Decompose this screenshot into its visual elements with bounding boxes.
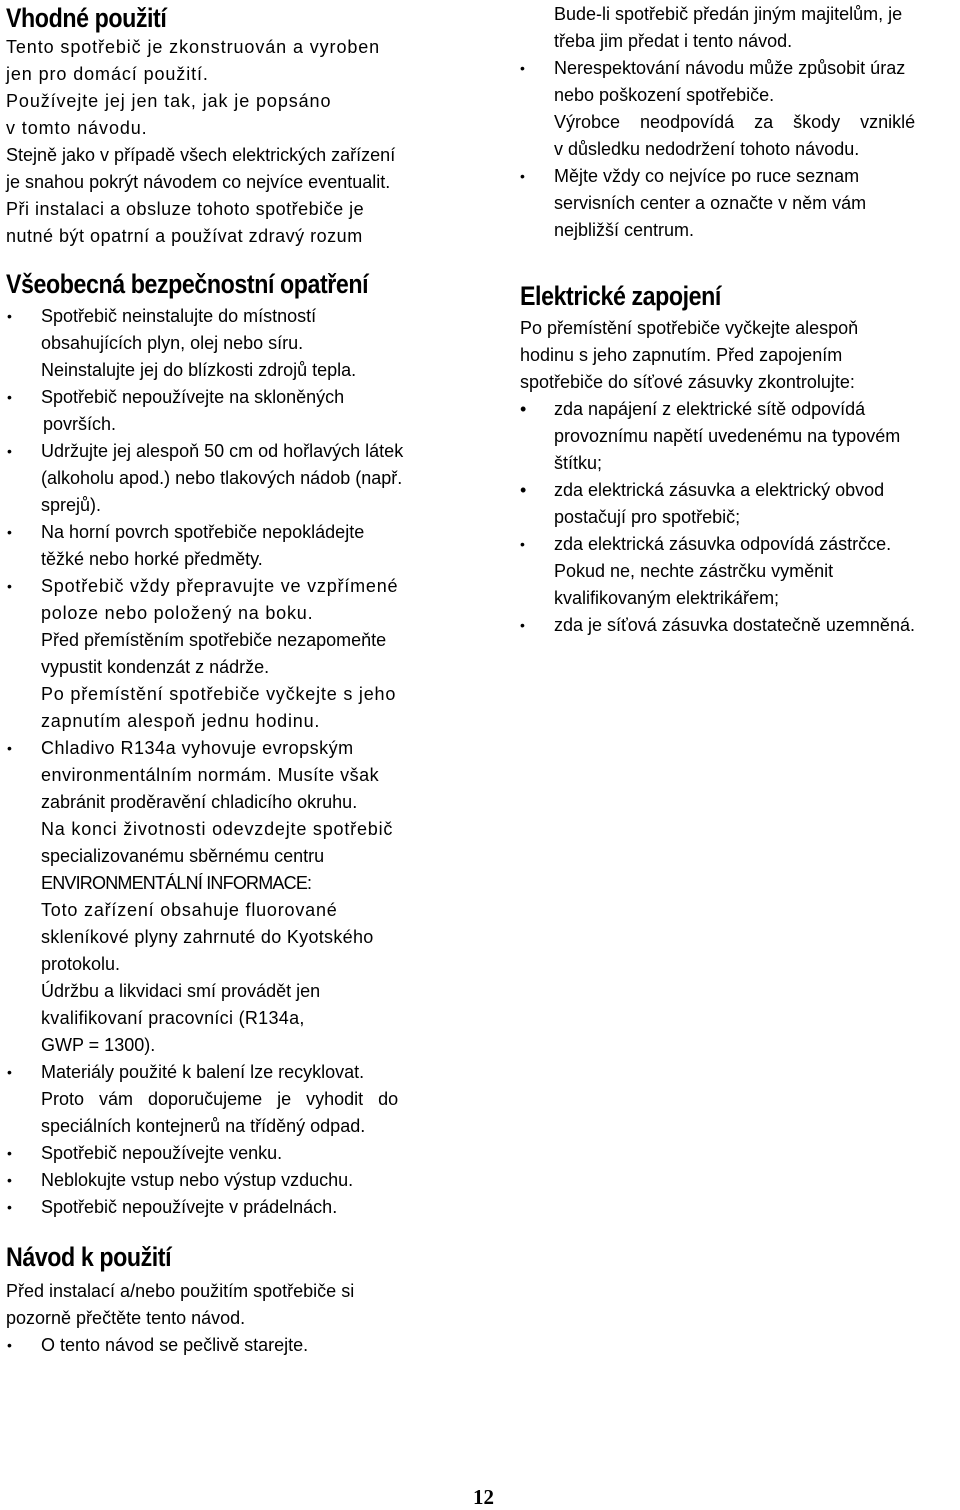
list-item: • Neblokujte vstup nebo výstup vzduchu.	[6, 1167, 456, 1194]
list-item: • Na horní povrch spotřebiče nepokládejte	[6, 519, 456, 546]
list-item: kvalifikovaní pracovníci (R134a,	[41, 1008, 305, 1028]
left-column	[6, 0, 456, 1359]
list-item: Údržbu a likvidaci smí provádět jen	[41, 981, 321, 1001]
paragraph-line: je snahou pokrýt návodem co nejvíce eventualit.	[6, 172, 391, 192]
safety-section	[6, 266, 456, 1221]
list-item: • zda elektrická zásuvka odpovídá zástrčce.	[520, 531, 960, 558]
list-item: kvalifikovaným elektrikářem;	[554, 588, 780, 608]
list-item: • Mějte vždy co nejvíce po ruce seznam	[520, 163, 960, 190]
list-item: Neinstalujte jej do blízkosti zdrojů tepla.	[41, 360, 357, 380]
list-item: specializovanému sběrnému centru	[41, 846, 325, 866]
safety-title: Všeobecná bezpečnostní opatření	[6, 269, 369, 299]
list-item: nebo poškození spotřebiče.	[554, 85, 775, 105]
list-item: • Spotřebič vždy přepravujte ve vzpřímené	[6, 573, 456, 600]
list-item: sprejů).	[41, 495, 102, 515]
electrical-checklist	[520, 396, 960, 639]
instructions-section	[6, 1237, 456, 1359]
list-item: Výrobce neodpovídá za škody vzniklé	[554, 112, 916, 132]
list-item: třeba jim předat i tento návod.	[554, 31, 793, 51]
list-item: těžké nebo horké předměty.	[41, 549, 263, 569]
safety-list	[6, 303, 456, 1221]
list-item: Proto vám doporučujeme je vyhodit do	[41, 1089, 399, 1109]
list-item: Bude-li spotřebič předán jiným majitelům, je	[554, 4, 903, 24]
list-item: servisních center a označte v něm vám	[554, 193, 867, 213]
list-item: GWP = 1300).	[41, 1035, 156, 1055]
paragraph-line: jen pro domácí použití.	[6, 64, 209, 84]
paragraph-line: Stejně jako v případě všech elektrických zařízení	[6, 145, 396, 165]
list-item: • zda napájení z elektrické sítě odpovídá	[520, 396, 960, 423]
page-number: 12	[473, 1485, 494, 1509]
list-item: Po přemístění spotřebiče vyčkejte s jeho	[41, 684, 397, 704]
paragraph-line: v tomto návodu.	[6, 118, 148, 138]
list-item: nejbližší centrum.	[554, 220, 695, 240]
list-item: • Chladivo R134a vyhovuje evropským	[6, 735, 456, 762]
list-item: • Spotřebič nepoužívejte v prádelnách.	[6, 1194, 456, 1221]
right-column	[520, 0, 960, 639]
list-item: • Nerespektování návodu může způsobit úraz	[520, 55, 960, 82]
list-item: • Spotřebič nepoužívejte na skloněných	[6, 384, 456, 411]
list-item: ENVIRONMENTÁLNÍ INFORMACE:	[41, 873, 312, 893]
continued-list	[520, 1, 960, 244]
list-item: Pokud ne, nechte zástrčku vyměnit	[554, 561, 834, 581]
list-item: • zda elektrická zásuvka a elektrický obvod	[520, 477, 960, 504]
list-item: obsahujících plyn, olej nebo síru.	[41, 333, 304, 353]
paragraph-line: nutné být opatrní a používat zdravý rozum	[6, 226, 363, 246]
list-item: poloze nebo položený na boku.	[41, 603, 314, 623]
list-item: speciálních kontejnerů na tříděný odpad.	[41, 1116, 366, 1136]
paragraph-line: Po přemístění spotřebiče vyčkejte alespoň	[520, 318, 859, 338]
list-item: provoznímu napětí uvedenému na typovém	[554, 426, 901, 446]
list-item: skleníkové plyny zahrnuté do Kyotského	[41, 927, 374, 947]
list-item: v důsledku nedodržení tohoto návodu.	[554, 139, 860, 159]
list-item: zabránit proděravění chladicího okruhu.	[41, 792, 358, 812]
paragraph-line: spotřebiče do síťové zásuvky zkontrolujte:	[520, 372, 855, 392]
list-item: • zda je síťová zásuvka dostatečně uzemněná.	[520, 612, 960, 639]
list-item: • Udržujte jej alespoň 50 cm od hořlavých látek	[6, 438, 456, 465]
list-item: • Spotřebič nepoužívejte venku.	[6, 1140, 456, 1167]
intended-use-section	[6, 2, 456, 250]
list-item: zapnutím alespoň jednu hodinu.	[41, 711, 321, 731]
list-item: Před přemístěním spotřebiče nezapomeňte	[41, 630, 387, 650]
electrical-title: Elektrické zapojení	[520, 281, 721, 311]
list-item: Toto zařízení obsahuje fluorované	[41, 900, 338, 920]
list-item: vypustit kondenzát z nádrže.	[41, 657, 270, 677]
instructions-title: Návod k použití	[6, 1242, 172, 1272]
list-item: štítku;	[554, 453, 603, 473]
intended-use-title: Vhodné použití	[6, 3, 167, 33]
paragraph-line: pozorně přečtěte tento návod.	[6, 1308, 246, 1328]
list-item: Na konci životnosti odevzdejte spotřebič	[41, 819, 394, 839]
list-item: protokolu.	[41, 954, 121, 974]
list-item: environmentálním normám. Musíte však	[41, 765, 380, 785]
instructions-list	[6, 1332, 456, 1359]
electrical-section	[520, 278, 960, 639]
paragraph-line: Používejte jej jen tak, jak je popsáno	[6, 91, 332, 111]
paragraph-line: hodinu s jeho zapnutím. Před zapojením	[520, 345, 843, 365]
list-item: (alkoholu apod.) nebo tlakových nádob (např.	[41, 468, 403, 488]
list-item: površích.	[43, 414, 117, 434]
list-item: postačují pro spotřebič;	[554, 507, 741, 527]
list-item: • Materiály použité k balení lze recyklovat.	[6, 1059, 456, 1086]
continued-section	[520, 0, 960, 244]
paragraph-line: Při instalaci a obsluze tohoto spotřebiče je	[6, 199, 365, 219]
list-item: • Spotřebič neinstalujte do místností	[6, 303, 456, 330]
paragraph-line: Tento spotřebič je zkonstruován a vyroben	[6, 37, 381, 57]
list-item: • O tento návod se pečlivě starejte.	[6, 1332, 456, 1359]
paragraph-line: Před instalací a/nebo použitím spotřebiče si	[6, 1281, 355, 1301]
intended-use-text	[6, 34, 456, 250]
